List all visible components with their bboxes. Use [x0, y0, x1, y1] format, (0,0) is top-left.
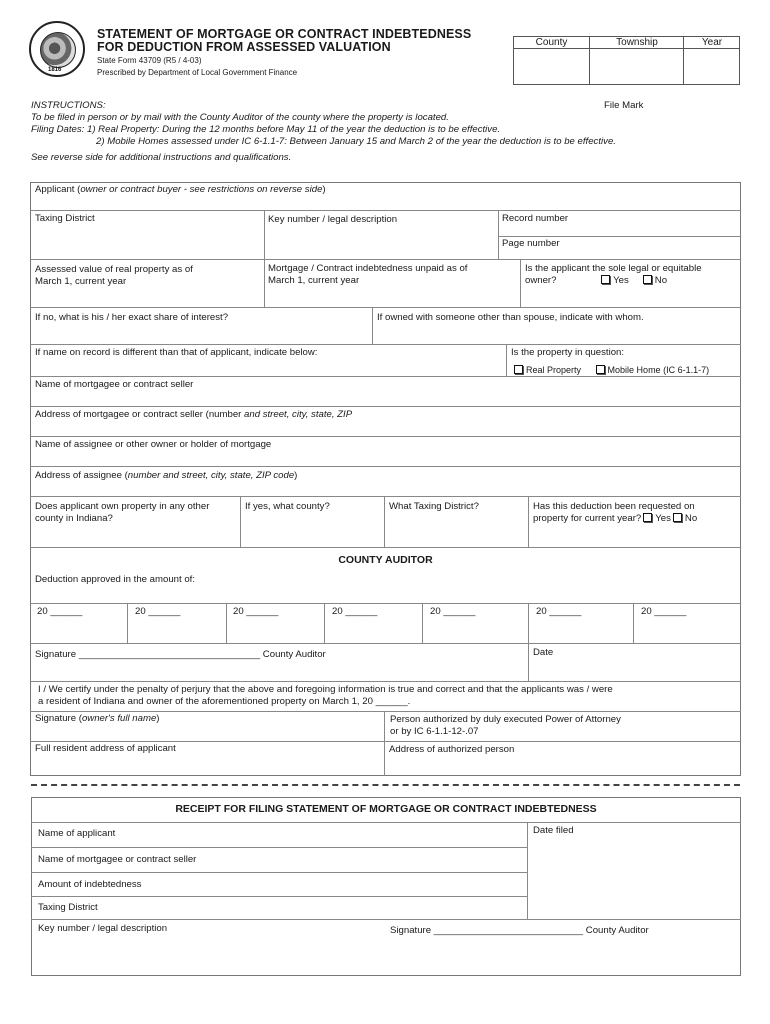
rule: [30, 376, 741, 377]
no-label: No: [684, 513, 698, 524]
yes-label: Yes: [613, 275, 629, 286]
year-cell: 20 ______: [233, 606, 279, 617]
rule: [30, 681, 741, 682]
property-question-label: Is the property in question:: [511, 347, 625, 358]
requested-no-checkbox[interactable]: [673, 513, 682, 522]
receipt-applicant-label: Name of applicant: [38, 828, 116, 839]
divider: [384, 496, 385, 547]
divider: [422, 603, 423, 643]
receipt-date-filed-label: Date filed: [533, 825, 574, 836]
rule: [31, 822, 741, 823]
divider: [589, 37, 590, 84]
rule: [30, 307, 741, 308]
sole-owner-no-checkbox[interactable]: [643, 275, 652, 284]
real-property-checkbox[interactable]: [514, 365, 523, 374]
state-seal-icon: [29, 21, 85, 77]
own-other-county-label: Does applicant own property in any other county in Indiana?: [35, 501, 210, 524]
year-cell: 20 ______: [135, 606, 181, 617]
divider: [683, 37, 684, 84]
divider: [384, 711, 385, 776]
rule: [30, 466, 741, 467]
rule: [30, 603, 741, 604]
rule: [30, 259, 741, 260]
form-number: State Form 43709 (R5 / 4-03): [97, 56, 202, 65]
rule: [31, 896, 527, 897]
certify-line-2: a resident of Indiana and owner of the aforementioned property on March 1, 20 ______.: [38, 696, 411, 707]
divider: [528, 643, 529, 681]
instructions-line-2: Filing Dates: 1) Real Property: During the 12 months before May 11 of the year the deduction is to be effective.: [31, 124, 501, 135]
sole-owner-yes-checkbox[interactable]: [601, 275, 610, 284]
power-of-attorney-label: Person authorized by duly executed Power of Attorney or by IC 6-1.1-12-.07: [390, 714, 621, 737]
sole-owner-label: Is the applicant the sole legal or equitable owner? Yes No: [525, 263, 702, 286]
assignee-address-label: Address of assignee (number and street, city, state, ZIP code): [35, 470, 298, 481]
property-type-options: [510, 364, 709, 376]
requested-yes-checkbox[interactable]: [643, 513, 652, 522]
rule: [30, 406, 741, 407]
rule: [31, 847, 527, 848]
receipt-key-number-label: Key number / legal description: [38, 923, 168, 934]
seal-year: 1816: [48, 67, 62, 73]
mortgagee-address-label: Address of mortgagee or contract seller (number and street, city, state, ZIP: [35, 409, 353, 420]
rule: [31, 919, 741, 920]
rule: [31, 872, 527, 873]
certify-line-1: I / We certify under the penalty of perjury that the above and foregoing information is true and correct and that the applicants was / were: [38, 684, 613, 695]
cut-line: [31, 784, 740, 786]
record-number-label: Record number: [502, 213, 569, 224]
county-auditor-heading: COUNTY AUDITOR: [338, 554, 433, 566]
what-county-label: If yes, what county?: [245, 501, 330, 512]
divider: [520, 259, 521, 307]
receipt-taxing-district-label: Taxing District: [38, 902, 98, 913]
rule: [30, 711, 741, 712]
receipt-amount-label: Amount of indebtedness: [38, 879, 142, 890]
divider: [506, 344, 507, 376]
instructions-line-1: To be filed in person or by mail with the County Auditor of the county where the property is located.: [31, 112, 449, 123]
owned-with-label: If owned with someone other than spouse, indicate with whom.: [377, 312, 644, 323]
county-label: County: [514, 37, 589, 49]
rule: [30, 643, 741, 644]
year-cell: 20 ______: [641, 606, 687, 617]
file-mark: File Mark: [604, 100, 644, 111]
divider: [528, 603, 529, 643]
rule: [498, 236, 741, 237]
mortgagee-name-label: Name of mortgagee or contract seller: [35, 379, 194, 390]
key-number-label: Key number / legal description: [268, 214, 398, 225]
rule: [30, 741, 741, 742]
receipt-mortgagee-label: Name of mortgagee or contract seller: [38, 854, 197, 865]
seal-emblem-icon: [40, 32, 76, 68]
year-cell: 20 ______: [37, 606, 83, 617]
instructions-line-4: See reverse side for additional instructions and qualifications.: [31, 152, 292, 163]
applicant-label: Applicant (owner or contract buyer - see restrictions on reverse side): [35, 184, 326, 195]
receipt-heading: RECEIPT FOR FILING STATEMENT OF MORTGAGE OR CONTRACT INDEBTEDNESS: [175, 803, 597, 815]
year-cell: 20 ______: [332, 606, 378, 617]
rule: [30, 496, 741, 497]
mobile-home-label: Mobile Home (IC 6-1.1-7): [607, 365, 710, 375]
owner-signature-label: Signature (owner's full name): [35, 713, 160, 724]
divider: [264, 210, 265, 259]
year-cell: 20 ______: [536, 606, 582, 617]
divider: [324, 603, 325, 643]
rule: [30, 547, 741, 548]
resident-address-label: Full resident address of applicant: [35, 743, 176, 754]
page-number-label: Page number: [502, 238, 560, 249]
title-line-2: FOR DEDUCTION FROM ASSESSED VALUATION: [97, 40, 391, 54]
form-title: [97, 28, 471, 54]
rule: [30, 344, 741, 345]
prescribed-by: Prescribed by Department of Local Government Finance: [97, 68, 298, 77]
divider: [240, 496, 241, 547]
county-township-year-box: [513, 36, 740, 85]
assessed-value-label: Assessed value of real property as of March 1, current year: [35, 264, 193, 287]
what-district-label: What Taxing District?: [389, 501, 479, 512]
receipt-signature-line: Signature ____________________________ County Auditor: [390, 925, 649, 936]
year-label: Year: [683, 37, 740, 49]
divider: [226, 603, 227, 643]
requested-label: Has this deduction been requested on property for current year? Yes No: [533, 501, 698, 524]
township-label: Township: [589, 37, 684, 49]
instructions-heading: INSTRUCTIONS:: [31, 100, 106, 111]
divider: [264, 259, 265, 307]
date-label: Date: [533, 647, 554, 658]
divider: [372, 307, 373, 344]
deduction-approved-label: Deduction approved in the amount of:: [35, 574, 196, 585]
yes-label: Yes: [655, 513, 671, 524]
instructions-line-3: 2) Mobile Homes assessed under IC 6-1.1-7: Between January 15 and March 2 of the year the deduction is to be effective.: [96, 136, 616, 147]
rule: [30, 210, 741, 211]
divider: [498, 210, 499, 259]
share-interest-label: If no, what is his / her exact share of interest?: [35, 312, 229, 323]
name-different-label: If name on record is different than that of applicant, indicate below:: [35, 347, 318, 358]
title-line-1: STATEMENT OF MORTGAGE OR CONTRACT INDEBTEDNESS: [97, 27, 472, 41]
taxing-district-label: Taxing District: [35, 213, 95, 224]
auditor-signature-line: Signature __________________________________ County Auditor: [35, 649, 326, 660]
year-cell: 20 ______: [430, 606, 476, 617]
authorized-address-label: Address of authorized person: [389, 744, 515, 755]
mortgage-unpaid-label: Mortgage / Contract indebtedness unpaid as of March 1, current year: [268, 263, 468, 286]
divider: [127, 603, 128, 643]
no-label: No: [654, 275, 668, 286]
assignee-name-label: Name of assignee or other owner or holder of mortgage: [35, 439, 272, 450]
rule: [30, 436, 741, 437]
divider: [633, 603, 634, 643]
divider: [528, 496, 529, 547]
real-property-label: Real Property: [526, 365, 582, 375]
mobile-home-checkbox[interactable]: [596, 365, 605, 374]
divider: [527, 822, 528, 919]
